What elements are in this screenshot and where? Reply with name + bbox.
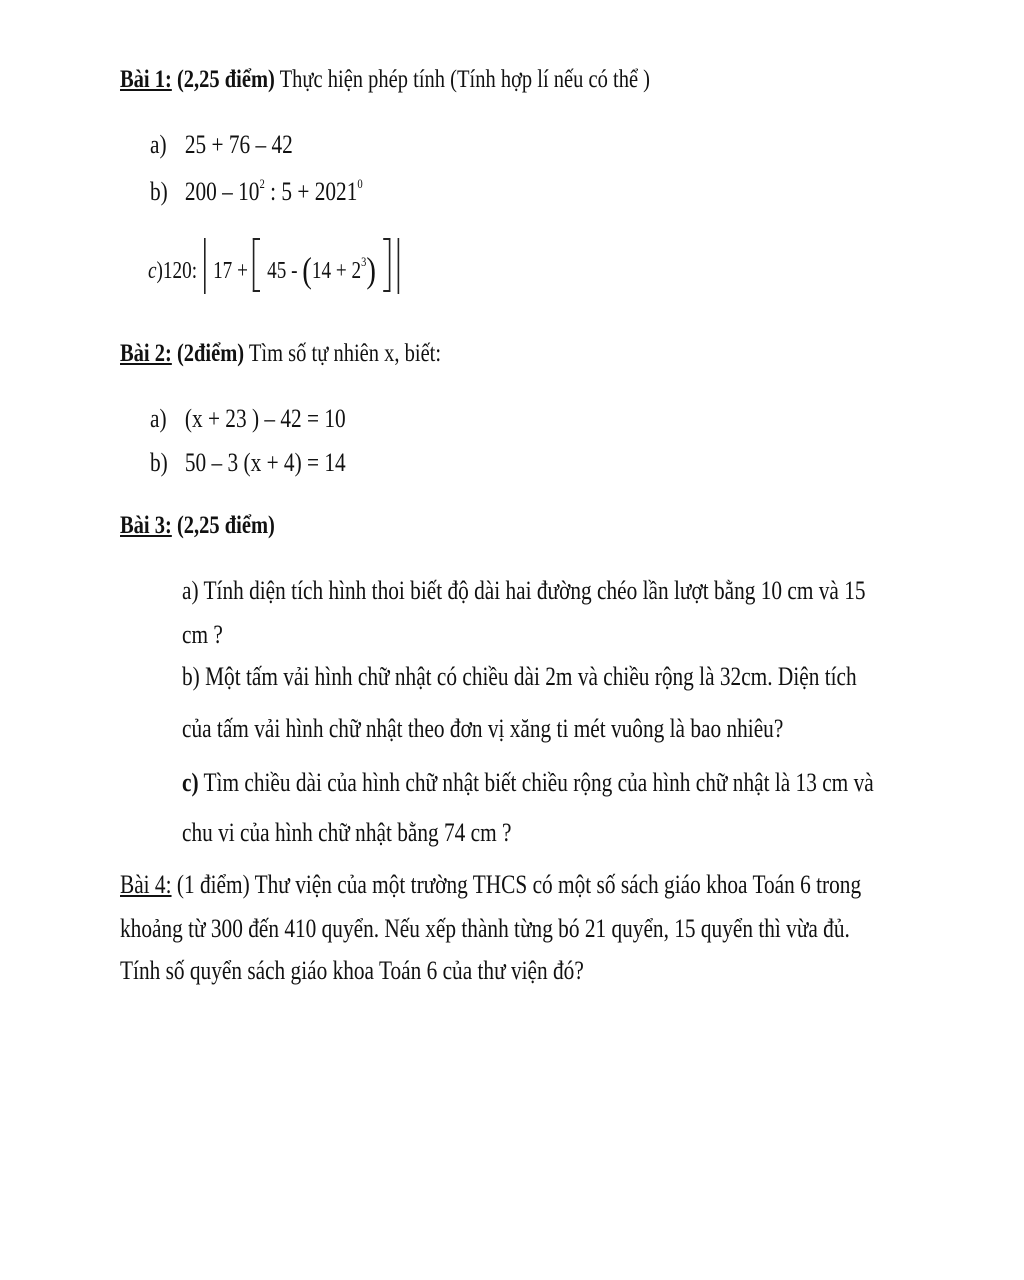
- bai1-b-exponent-2: 0: [357, 176, 363, 191]
- bai3-heading: Bài 3:: [120, 512, 172, 539]
- bai1-b-label: b): [150, 177, 168, 206]
- bai3-c-label: c): [182, 768, 199, 797]
- bai3-a-line1: a) Tính diện tích hình thoi biết độ dài hai đường chéo lần lượt bằng 10 cm và 15: [182, 576, 866, 605]
- bai3-b-line2: của tấm vải hình chữ nhật theo đơn vị xăng ti mét vuông là bao nhiêu?: [182, 714, 784, 743]
- bai1-c-right-bar: [398, 238, 400, 294]
- bai4-text-line1: (1 điểm) Thư viện của một trường THCS có một số sách giáo khoa Toán 6 trong: [171, 870, 862, 899]
- bai1-c-left-bracket: [253, 238, 260, 292]
- bai3-title: [120, 512, 275, 540]
- bai2-a-label: a): [150, 404, 167, 433]
- bai4-line2: khoảng từ 300 đến 410 quyển. Nếu xếp thành từng bó 21 quyển, 15 quyển thì vừa đủ.: [120, 914, 850, 943]
- bai2-item-a: [150, 404, 346, 434]
- bai2-b-label: b): [150, 448, 168, 477]
- bai1-points: (2,25 điểm): [176, 66, 275, 93]
- bai1-c-17: 17 +: [213, 258, 248, 284]
- bai3-c-line1: [182, 768, 874, 798]
- bai4-line3: Tính số quyển sách giáo khoa Toán 6 của thư viện đó?: [120, 956, 584, 985]
- bai3-a-line2: cm ?: [182, 620, 223, 649]
- bai1-b-expression-part1: 200 – 10: [184, 177, 260, 206]
- bai1-heading: Bài 1:: [120, 66, 172, 93]
- bai1-c-exponent: 3: [361, 254, 367, 269]
- bai1-c-45: 45 -: [267, 258, 298, 284]
- bai1-title: [120, 66, 650, 94]
- bai1-item-a: [150, 130, 293, 160]
- bai1-c-left-paren: (: [302, 250, 312, 290]
- bai4-heading: Bài 4:: [120, 870, 172, 899]
- bai1-a-label: a): [150, 130, 167, 159]
- bai2-b-expression: 50 – 3 (x + 4) = 14: [184, 448, 346, 477]
- bai3-points: (2,25 điểm): [176, 512, 275, 539]
- bai1-c-prefix: )120:: [156, 258, 198, 284]
- bai4-line1: [120, 870, 861, 900]
- bai3-c-text: Tìm chiều dài của hình chữ nhật biết chiều rộng của hình chữ nhật là 13 cm và: [198, 768, 874, 797]
- bai1-instruction: Thực hiện phép tính (Tính hợp lí nếu có thể ): [279, 66, 651, 93]
- bai2-instruction: Tìm số tự nhiên x, biết:: [248, 340, 442, 367]
- bai3-c-line2: chu vi của hình chữ nhật bằng 74 cm ?: [182, 818, 512, 847]
- bai1-b-expression-part2: : 5 + 2021: [270, 177, 358, 206]
- bai2-a-expression: (x + 23 ) – 42 = 10: [184, 404, 346, 433]
- bai1-b-exponent-1: 2: [259, 176, 265, 191]
- bai1-c-14: 14 + 2: [311, 258, 362, 284]
- bai1-item-b: [150, 176, 363, 207]
- bai2-title: [120, 340, 441, 368]
- bai1-c-label: c: [148, 258, 157, 284]
- bai3-b-line1: b) Một tấm vải hình chữ nhật có chiều dài 2m và chiều rộng là 32cm. Diện tích: [182, 662, 857, 691]
- bai2-points: (2điểm): [176, 340, 245, 367]
- bai2-item-b: [150, 448, 346, 478]
- bai1-c-left-bar: [204, 238, 206, 294]
- bai1-c-right-paren: ): [366, 250, 376, 290]
- bai1-a-expression: 25 + 76 – 42: [184, 130, 293, 159]
- bai2-heading: Bài 2:: [120, 340, 172, 367]
- bai1-c-right-bracket: [383, 238, 390, 292]
- bai1-item-c: [148, 238, 402, 294]
